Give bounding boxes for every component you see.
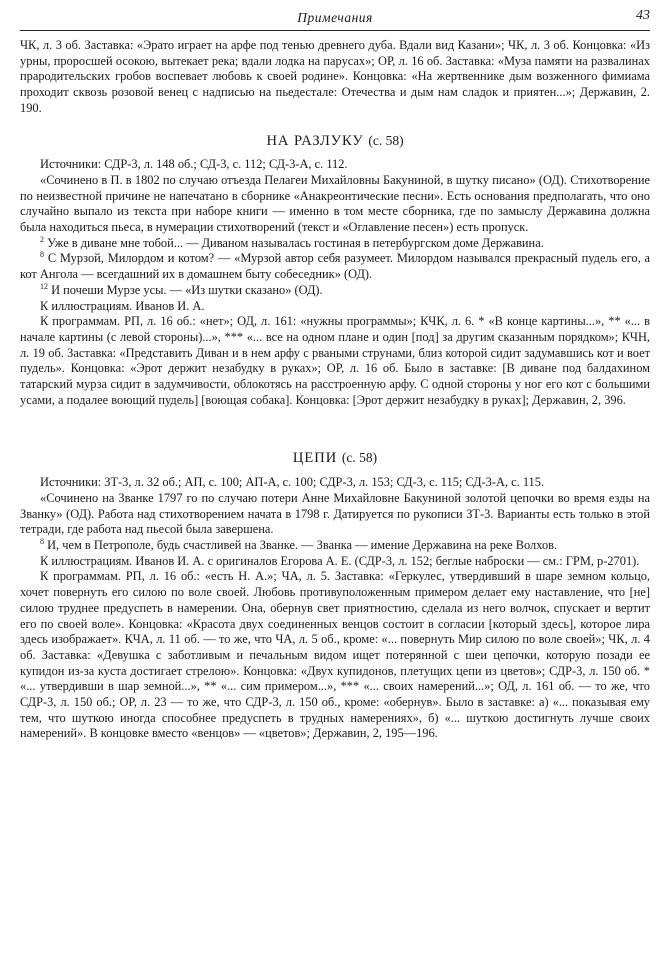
- note-text: Уже в диване мне тобой... — Диваном называлась гостиная в петербургском доме Державина.: [47, 235, 544, 250]
- running-title: Примечания: [297, 10, 373, 25]
- sources-paragraph: Источники: СДР-3, л. 148 об.; СД-3, с. 112; СД-3-А, с. 112.: [40, 157, 348, 172]
- footnote-mark: 12: [40, 281, 48, 291]
- section-page-ref: (с. 58): [341, 450, 378, 466]
- intro-paragraph: ЧК, л. 3 об. Заставка: «Эрато играет на арфе под тенью древнего дуба. Вдали вид Казани»; ЧК, л. 3 об. Концовка: «Из урны, проросшей осокою, вытекает река; вдали лодка на парусах»; ОР, л. 16 об. Заставка: «Муза памяти на развалинах прародительских гробов воспевает любовь к своей родине». Концовка: «На жертвеннике дым возженного фимиама проходит сквозь розовой венец с надписью на пьедестале: Отечества и дым нам сладок и приятен...»; Державин, 2. 190.: [20, 38, 650, 115]
- illustrations-paragraph: К иллюстрациям. Иванов И. А.: [40, 298, 205, 313]
- page-content: [20, 38, 650, 742]
- note-text: С Мурзой, Милордом и котом? — «Мурзой автор себя разумеет. Милордом назывался прекрасный пудель его, а кот Ангола — всегдашний их в домашнем быту собеседник» (ОД).: [20, 251, 650, 282]
- section-title-text: НА РАЗЛУКУ: [266, 132, 364, 149]
- note-text: И, чем в Петрополе, будь счастливей на Званке. — Званка — имение Державина на реке Волхов.: [47, 537, 558, 552]
- footnote-mark: 8: [40, 250, 44, 260]
- note-text: И почеши Мурзе усы. — «Из шутки сказано» (ОД).: [51, 282, 323, 297]
- section-page-ref: (с. 58): [368, 132, 404, 148]
- illustrations-paragraph: К иллюстрациям. Иванов И. А. с оригиналов Егорова А. Е. (СДР-3, л. 152; беглые наброски — см.: ГРМ, р-2701).: [40, 553, 640, 568]
- commentary-paragraph: «Сочинено в П. в 1802 по случаю отъезда Пелагеи Михайловны Бакуниной, в шутку писано» (ОД). Стихотворение по неизвестной причине не напечатано в сборнике «Анакреонтические песни». Есть основания предполагать, что оно случайно выпало из текста при наборе книги — именно в том месте сборника, где по замыслу Державина должна была находиться пьеса, в нумерации стихотворений (текст и «Оглавление песен») есть пропуск.: [20, 172, 650, 235]
- page-number: 43: [636, 8, 650, 23]
- note-paragraph: [20, 236, 650, 252]
- section-title-na-razluku: [20, 133, 650, 150]
- note-paragraph: [20, 538, 650, 554]
- programs-paragraph: К программам. РП, л. 16 об.: «нет»; ОД, л. 161: «нужны программы»; КЧК, л. 6. * «В конце картины...», ** «... в начале картины (с левой стороны)...», *** «... все на одном плане и один [под] за другим сказанным порядком»; КЧН, л. 19 об. Заставка: «Представить Диван и в нем арфу с рваными струнами, близ которой сидит задумавшись кот и воет пудель». Концовка: «Эрот держит незабудку в руках»; ОР, л. 16 об. Было в заставке: [В диване под балдахином татарский мурза сидит в задумчивости, облокотясь на расстроенную арфу. С одной стороны у ног его кот с большими усами, а подалее воющий пудель] [воющая собака]. Концовка: [Эрот держит незабудку в руках]; Державин, 2, 396.: [20, 314, 650, 407]
- footnote-mark: 2: [40, 234, 44, 244]
- sources-paragraph: Источники: ЗТ-3, л. 32 об.; АП, с. 100; АП-А, с. 100; СДР-3, л. 153; СД-3, с. 115; СД-3-А, с. 115.: [40, 475, 545, 490]
- section-title-text: ЦЕПИ: [292, 450, 338, 467]
- programs-paragraph: К программам. РП, л. 16 об.: «есть Н. А.»; ЧА, л. 5. Заставка: «Геркулес, утвердивший в шаре земном кольцо, хочет повернуть его силою по воле своей. Любовь противуположенным примером делает ему наставление, что [не] силою труднее предуспеть в намерении. Она, обернув свет приятностию, сделала из него волчок, спускает и вертит его по своей воле». Концовка: «Красота двух соединенных венцов состоит в согласии [который здесь], которое лира здесь изображает». КЧА, л. 11 об. — то же, что ЧА, л. 5 об., кроме: «... повернуть Мир силою по воле своей»; ЧК, л. 4 об. Заставка: «Девушка с заботливым и печальным видом ищет потерянной с шеи цепочки, которую позади ее купидон из-за куста достигает стрелою». Концовка: «Двух купидонов, плетущих цепи из цветов»; СДР-3, л. 150 об. * «... утвердивши в шар земной...», ** «... сим примером...», *** «... своих намерений...»; ОД, л. 161 об. — то же, что СДР-3, л. 150 об.; ОР, л. 23 — то же, что СДР-3, л. 150 об., кроме: «обернув». Было в заставке: а) «... показывая ему тем, что шуткою иногда способнее предуспеть в трудных намерениях», б) «... шуткою достигнуть лучше своих намерений». В концовке вместо «венцов» — «цветов»; Державин, 2, 195—196.: [20, 569, 650, 741]
- section-title-tsepi: [20, 450, 650, 467]
- commentary-paragraph: «Сочинено на Званке 1797 го по случаю потери Анне Михайловне Бакуниной золотой цепочки во время езды на Званку» (ОД). Работа над стихотворением начата в 1798 г. Датируется по рукописи ЗТ-3. Варианты есть только в этой тетради, где работа над пьесой была завершена.: [20, 490, 650, 537]
- section-gap: [20, 408, 650, 434]
- note-paragraph: [20, 251, 650, 282]
- page-header: [20, 4, 650, 31]
- note-paragraph: [20, 283, 650, 299]
- footnote-mark: 8: [40, 536, 44, 546]
